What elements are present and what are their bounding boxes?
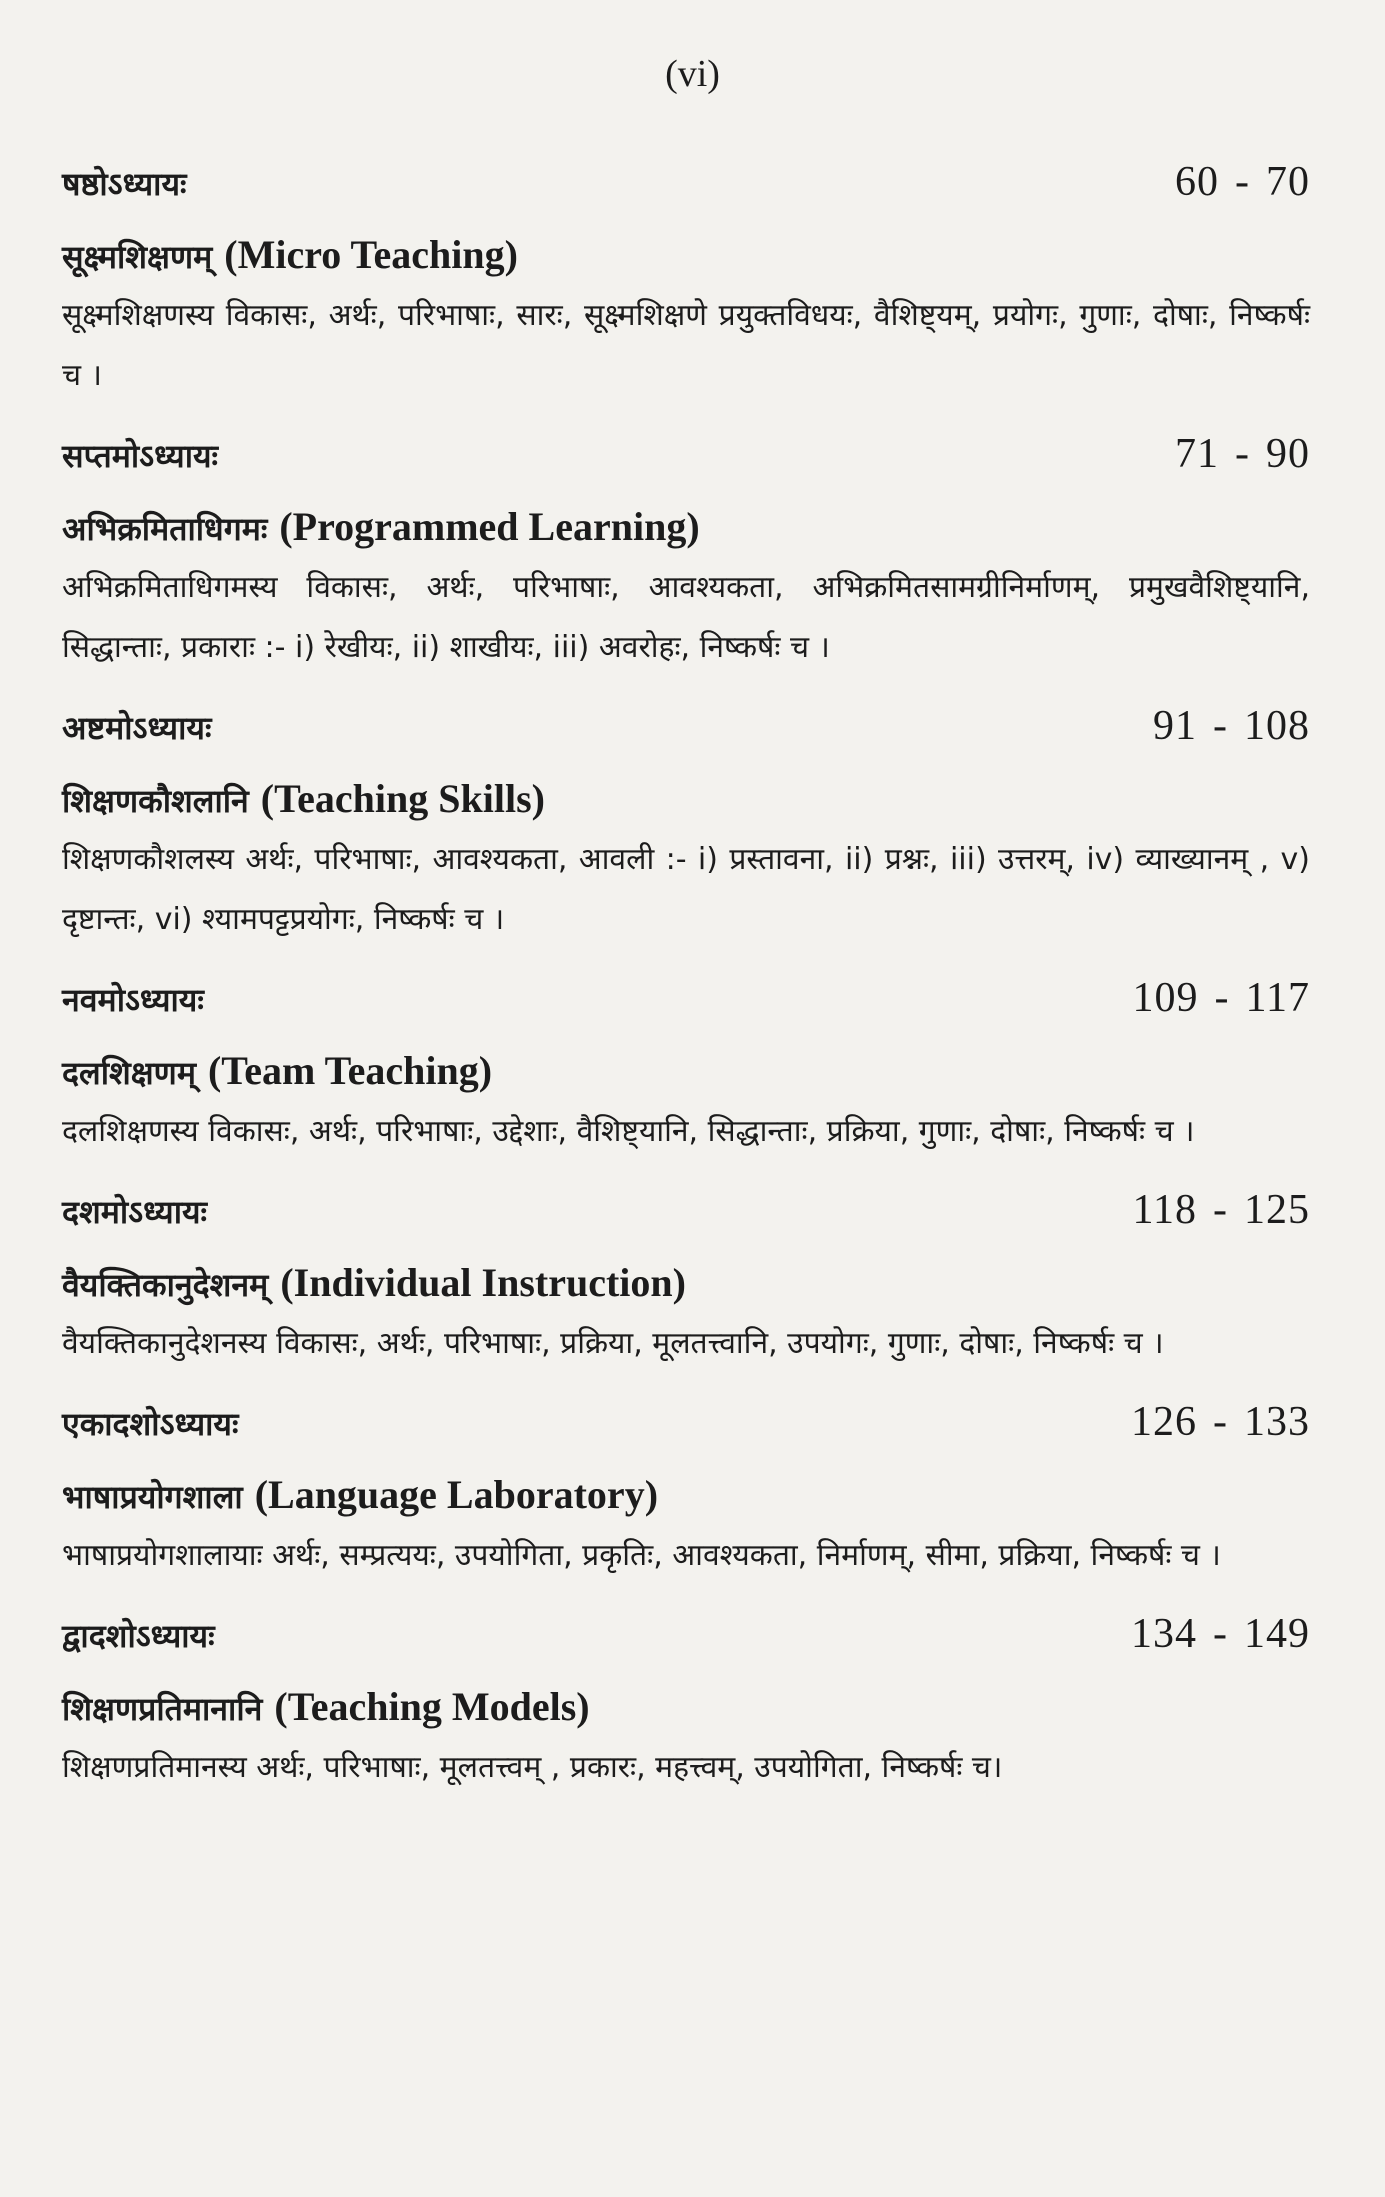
chapter-title (62, 1464, 1310, 1526)
page-from: 109 (1132, 975, 1199, 1021)
chapter-title-sanskrit: वैयक्तिकानुदेशनम् (62, 1266, 269, 1304)
chapter-number: षष्ठोऽध्यायः (62, 165, 187, 203)
chapter-entry (62, 1186, 1310, 1374)
page-from: 134 (1131, 1611, 1197, 1657)
chapter-title-english: (Language Laboratory) (254, 1472, 659, 1517)
page-to: 125 (1244, 1187, 1310, 1233)
chapter-title-english: (Teaching Skills) (260, 776, 545, 821)
page-range (1131, 1398, 1310, 1446)
chapter-heading (62, 1398, 1310, 1464)
chapter-number: अष्टमोऽध्यायः (62, 709, 212, 747)
page-to: 90 (1266, 431, 1310, 477)
chapter-title-sanskrit: दलशिक्षणम् (62, 1054, 196, 1092)
chapter-title (62, 496, 1310, 558)
page-number: (vi) (665, 53, 720, 95)
chapter-number: दशमोऽध्यायः (62, 1193, 208, 1231)
page-range (1133, 1186, 1310, 1234)
page-range (1175, 158, 1310, 206)
page-from: 91 (1153, 703, 1197, 749)
chapter-title-english: (Teaching Models) (274, 1684, 590, 1729)
chapter-heading (62, 1610, 1310, 1676)
page-to: 70 (1266, 159, 1310, 205)
range-dash: - (1213, 1187, 1228, 1233)
chapter-description: अभिक्रमिताधिगमस्य विकासः, अर्थः, परिभाषाः, आवश्यकता, अभिक्रमितसामग्रीनिर्माणम्, प्रमुखवैशिष्ट्यानि, सिद्धान्ताः, प्रकाराः :- i) रेखीयः, ii) शाखीयः, iii) अवरोहः, निष्कर्षः च । (62, 570, 1310, 665)
page-range (1133, 974, 1310, 1022)
chapter-title-english: (Programmed Learning) (279, 504, 700, 549)
page-to: 117 (1245, 975, 1310, 1021)
chapter-number: सप्तमोऽध्यायः (62, 437, 219, 475)
range-dash: - (1213, 1611, 1228, 1657)
page-range (1175, 430, 1310, 478)
page-from: 118 (1132, 1187, 1197, 1233)
chapter-number: एकादशोऽध्यायः (62, 1405, 239, 1443)
chapter-description: शिक्षणप्रतिमानस्य अर्थः, परिभाषाः, मूलतत्त्वम् , प्रकारः, महत्त्वम्, उपयोगिता, निष्कर्षः च। (62, 1750, 1003, 1785)
chapter-entry (62, 1398, 1310, 1586)
chapter-title-english: (Individual Instruction) (280, 1260, 686, 1305)
table-of-contents (62, 158, 1310, 1822)
range-dash: - (1235, 431, 1250, 477)
chapter-heading (62, 158, 1310, 224)
chapter-title-english: (Micro Teaching) (224, 232, 518, 277)
chapter-title (62, 768, 1310, 830)
chapter-description: दलशिक्षणस्य विकासः, अर्थः, परिभाषाः, उद्देशाः, वैशिष्ट्यानि, सिद्धान्ताः, प्रक्रिया, गुणाः, दोषाः, निष्कर्षः च । (62, 1114, 1195, 1149)
chapter-title (62, 1252, 1310, 1314)
page-from: 71 (1175, 431, 1219, 477)
chapter-description: सूक्ष्मशिक्षणस्य विकासः, अर्थः, परिभाषाः, सारः, सूक्ष्मशिक्षणे प्रयुक्तविधयः, वैशिष्ट्यम्, प्रयोगः, गुणाः, दोषाः, निष्कर्षः च । (62, 298, 1310, 393)
page-range (1153, 702, 1310, 750)
page-from: 126 (1131, 1399, 1197, 1445)
page-to: 149 (1244, 1611, 1310, 1657)
range-dash: - (1214, 975, 1230, 1021)
page-range (1131, 1610, 1310, 1658)
chapter-title-sanskrit: सूक्ष्मशिक्षणम् (62, 238, 213, 276)
range-dash: - (1213, 1399, 1228, 1445)
page-to: 108 (1244, 703, 1310, 749)
chapter-heading (62, 974, 1310, 1040)
chapter-title (62, 1040, 1310, 1102)
chapter-entry (62, 702, 1310, 950)
page-to: 133 (1244, 1399, 1310, 1445)
chapter-entry (62, 1610, 1310, 1798)
chapter-heading (62, 1186, 1310, 1252)
chapter-title-sanskrit: शिक्षणप्रतिमानानि (62, 1690, 263, 1728)
chapter-title-sanskrit: भाषाप्रयोगशाला (62, 1478, 243, 1516)
chapter-title (62, 224, 1310, 286)
chapter-entry (62, 974, 1310, 1162)
chapter-number: नवमोऽध्यायः (62, 981, 204, 1019)
chapter-heading (62, 702, 1310, 768)
range-dash: - (1235, 159, 1250, 205)
page-from: 60 (1175, 159, 1219, 205)
chapter-title-english: (Team Teaching) (207, 1048, 493, 1093)
chapter-heading (62, 430, 1310, 496)
chapter-title (62, 1676, 1310, 1738)
chapter-title-sanskrit: शिक्षणकौशलानि (62, 782, 249, 820)
chapter-number: द्वादशोऽध्यायः (62, 1617, 215, 1655)
chapter-entry (62, 158, 1310, 406)
chapter-description: भाषाप्रयोगशालायाः अर्थः, सम्प्रत्ययः, उपयोगिता, प्रकृतिः, आवश्यकता, निर्माणम्, सीमा, प्रक्रिया, निष्कर्षः च । (62, 1538, 1221, 1573)
chapter-description: शिक्षणकौशलस्य अर्थः, परिभाषाः, आवश्यकता, आवली :- i) प्रस्तावना, ii) प्रश्नः, iii) उत्तरम्, iv) व्याख्यानम् , v) दृष्टान्तः, vi) श्यामपट्टप्रयोगः, निष्कर्षः च । (62, 842, 1310, 937)
chapter-description: वैयक्तिकानुदेशनस्य विकासः, अर्थः, परिभाषाः, प्रक्रिया, मूलतत्त्वानि, उपयोगः, गुणाः, दोषाः, निष्कर्षः च । (62, 1326, 1164, 1361)
range-dash: - (1213, 703, 1228, 749)
chapter-entry (62, 430, 1310, 678)
chapter-title-sanskrit: अभिक्रमिताधिगमः (62, 510, 268, 548)
